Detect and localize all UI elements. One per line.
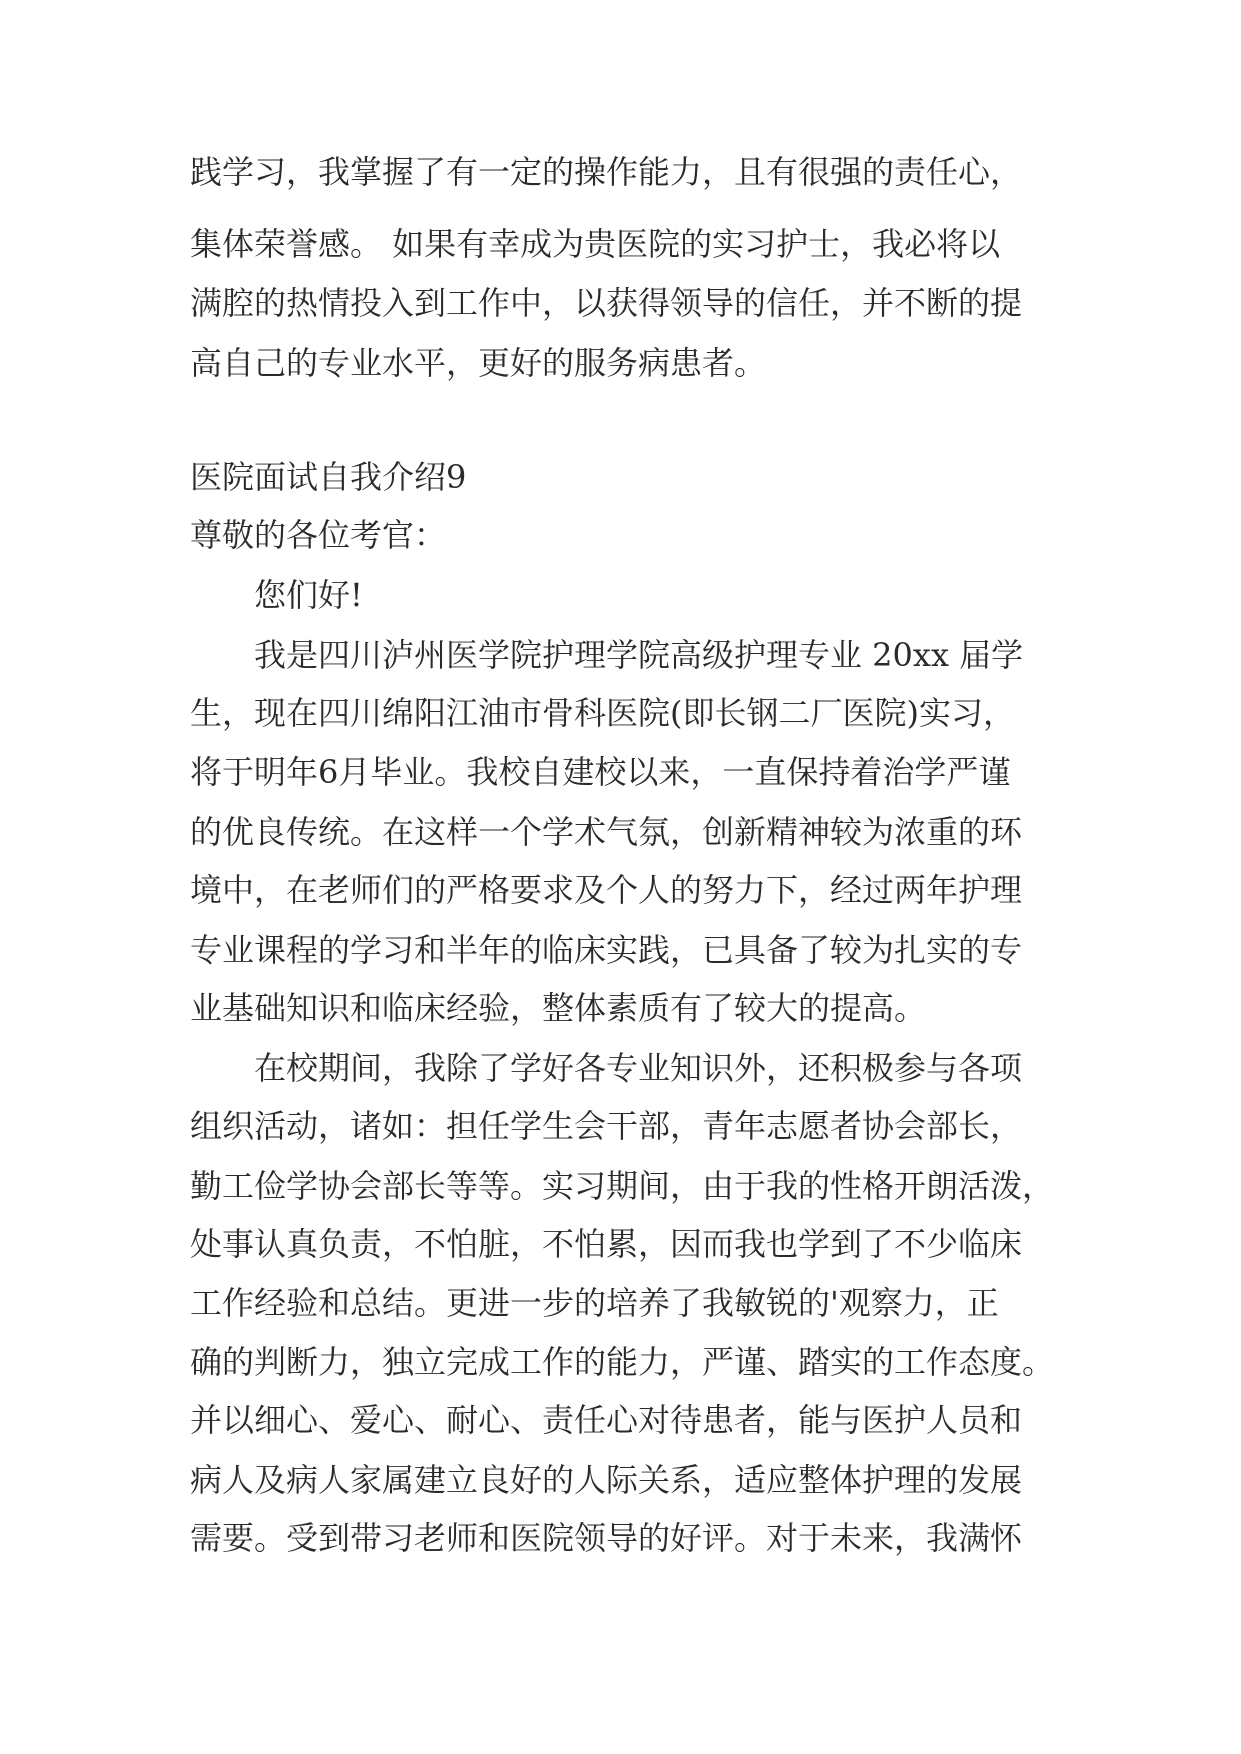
paragraph-line-text: 将于明年6月毕业。我校自建校以来，一直保持着治学严谨 xyxy=(190,753,1011,791)
paragraph-line xyxy=(0,1166,1241,1226)
paragraph-line-text: 践学习，我掌握了有一定的操作能力，且有很强的责任心， xyxy=(190,153,1023,191)
paragraph-line-text: 并以细心、爱心、耐心、责任心对待患者，能与医护人员和 xyxy=(190,1401,1023,1439)
paragraph-line xyxy=(0,1224,1241,1284)
paragraph-line-text: 的优良传统。在这样一个学术气氛，创新精神较为浓重的环 xyxy=(190,813,1023,851)
paragraph-line xyxy=(0,1283,1241,1343)
paragraph-line-text: 满腔的热情投入到工作中，以获得领导的信任，并不断的提 xyxy=(190,284,1023,322)
paragraph-line xyxy=(0,752,1241,812)
paragraph-line xyxy=(0,224,1241,284)
greeting-text: 您们好! xyxy=(254,576,363,614)
paragraph-line xyxy=(0,635,1241,695)
paragraph-line xyxy=(0,343,1241,403)
paragraph-line xyxy=(0,812,1241,872)
paragraph-line-text: 工作经验和总结。更进一步的培养了我敏锐的'观察力，正 xyxy=(190,1284,999,1322)
salutation xyxy=(0,515,1241,575)
paragraph-line-text: 勤工俭学协会部长等等。实习期间，由于我的性格开朗活泼， xyxy=(190,1167,1055,1205)
paragraph-line xyxy=(0,1518,1241,1578)
paragraph-line-text: 高自己的专业水平，更好的服务病患者。 xyxy=(190,344,767,382)
section-heading-text: 医院面试自我介绍9 xyxy=(190,458,467,496)
paragraph-line-text: 境中，在老师们的严格要求及个人的努力下，经过两年护理 xyxy=(190,871,1023,909)
paragraph-line-text: 我是四川泸州医学院护理学院高级护理专业 20xx 届学 xyxy=(254,636,1024,674)
paragraph-line-text: 病人及病人家属建立良好的人际关系，适应整体护理的发展 xyxy=(190,1461,1023,1499)
paragraph-line xyxy=(0,1048,1241,1108)
paragraph-line-text: 组织活动，诸如：担任学生会干部，青年志愿者协会部长， xyxy=(190,1107,1023,1145)
section-heading xyxy=(0,457,1241,517)
paragraph-line xyxy=(0,1342,1241,1402)
greeting xyxy=(0,575,1241,635)
paragraph-line xyxy=(0,152,1241,212)
paragraph-line-text: 生，现在四川绵阳江油市骨科医院(即长钢二厂医院)实习， xyxy=(190,694,1015,732)
paragraph-line xyxy=(0,870,1241,930)
paragraph-line-text: 需要。受到带习老师和医院领导的好评。对于未来，我满怀 xyxy=(190,1519,1023,1557)
paragraph-line xyxy=(0,283,1241,343)
salutation-text: 尊敬的各位考官： xyxy=(190,516,447,554)
paragraph-line xyxy=(0,930,1241,990)
paragraph-line-text: 专业课程的学习和半年的临床实践，已具备了较为扎实的专 xyxy=(190,931,1023,969)
paragraph-line xyxy=(0,1106,1241,1166)
paragraph-line-text: 业基础知识和临床经验，整体素质有了较大的提高。 xyxy=(190,989,927,1027)
paragraph-line-text: 确的判断力，独立完成工作的能力，严谨、踏实的工作态度。 xyxy=(190,1343,1055,1381)
paragraph-line xyxy=(0,1400,1241,1460)
paragraph-line-text: 处事认真负责，不怕脏，不怕累，因而我也学到了不少临床 xyxy=(190,1225,1023,1263)
paragraph-line-text: 集体荣誉感。 如果有幸成为贵医院的实习护士，我必将以 xyxy=(190,225,1001,263)
paragraph-line xyxy=(0,1460,1241,1520)
paragraph-line-text: 在校期间，我除了学好各专业知识外，还积极参与各项 xyxy=(254,1049,1023,1087)
paragraph-line xyxy=(0,988,1241,1048)
paragraph-line xyxy=(0,693,1241,753)
